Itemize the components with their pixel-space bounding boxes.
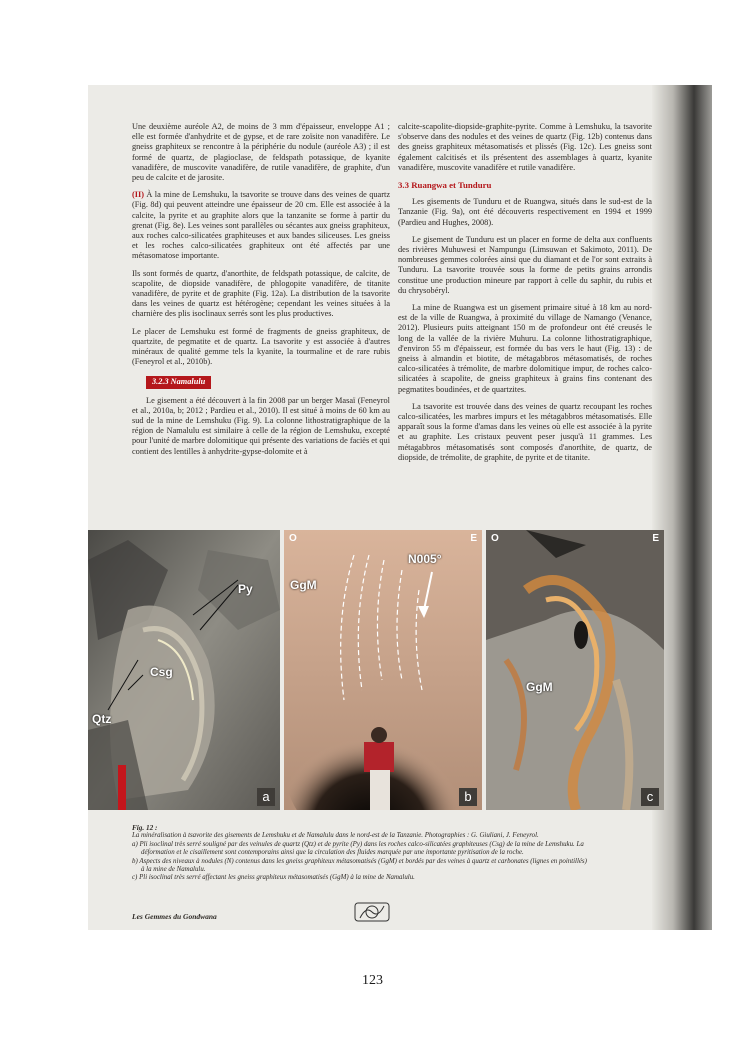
caption-line: a) Pli isoclinal très serré souligné par des veinules de quartz (Qtz) et de pyrite (Py) dans les roches calco-silicatées graphiteuses (Csg) de la mine de Lemshuku. La — [132, 840, 584, 848]
photo-a — [88, 530, 280, 810]
figure-caption — [132, 824, 660, 883]
rock-photo-a-image — [88, 530, 280, 810]
paragraph: Le placer de Lemshuku est formé de fragments de gneiss graphiteux, de quartzite, de pegmatite et de quartz. La tsavorite y est associée à d'autres minéraux de qualité gemme tels la kyanite, la tourmaline et de rare rubis (Feneyrol et al., 2010b). — [132, 326, 390, 367]
photo-b — [284, 530, 482, 810]
paragraph — [132, 190, 390, 261]
label-ggm: GgM — [526, 680, 553, 694]
label-csg: Csg — [150, 665, 173, 679]
section-heading-namalulu: 3.2.3 Namalulu — [146, 376, 211, 388]
caption-line: La minéralisation à tsavorite des gisements de Lemshuku et de Namalulu dans le nord-est de la Tanzanie. Photographies : G. Giuliani, J. Feneyrol. — [132, 832, 539, 840]
paragraph: Les gisements de Tunduru et de Ruangwa, situés dans le sud-est de la Tanzanie (Fig. 9a), ont été découverts respectivement en 1994 et 1999 (Pardieu and Hughes, 2008). — [398, 197, 652, 227]
direction-east: E — [652, 533, 659, 544]
section-heading-ruangwa: 3.3 Ruangwa et Tunduru — [398, 180, 492, 191]
direction-west: O — [289, 533, 297, 544]
paragraph: Ils sont formés de quartz, d'anorthite, de feldspath potassique, de calcite, de scapolite, de diopside vanadifère, de phlogopite vanadifère, de titanite vanadifère, de pyrite et de graphite (Fig. 12a). La distribution de la tsavorite dans les veines de quartz est hétérogène; cependant les veines situées à la charnière des plis isoclinaux serrés sont les plus productives. — [132, 268, 390, 319]
paragraph: Une deuxième auréole A2, de moins de 3 mm d'épaisseur, enveloppe A1 ; elle est formée d'anhydrite et de gypse, et de rare zoïsite non vanadifère. Le gneiss graphiteux se rencontre à la périphérie du nodule (auréole A3) ; il est formé de quartz, de plagioclase, de feldspath potassique, de kyanite vanadifère, de muscovite vanadifère, de rutile vanadifère, de graphite, d'un peu de calcite et de jarosite. — [132, 122, 390, 183]
journal-logo-icon — [354, 900, 390, 924]
right-text-column — [398, 122, 652, 470]
label-py: Py — [238, 582, 253, 596]
caption-line: déformation et le cisaillement sont contemporains ainsi que la circulation des fluides marquée par une importante pyritisation de la roche. — [141, 849, 524, 857]
label-orientation: N005° — [408, 552, 442, 566]
label-qtz: Qtz — [92, 712, 112, 726]
photo-letter: c — [641, 788, 659, 806]
label-ggm: GgM — [290, 578, 317, 592]
photo-letter: b — [459, 788, 477, 806]
paragraph: La mine de Ruangwa est un gisement primaire situé à 18 km au nord-est de la ville de Ruangwa, à proximité du village de Namango (Venance, 2012). Plusieurs puits atteignant 150 m de profondeur ont été creusés le long de la vallée de la rivière Muhuru. La colonne lithostratigraphique, d'environ 55 m d'épaisseur, est formée du bas vers le haut (Fig. 13) : de gneiss à almandin et biotite, de métagabbros métasomatisés, de roches calco-silicatées à trémolite, de marbre dolomitique impur, de roches calco-silicatées à scapolite, de gneiss graphiteux à grains fins contenant des pegmatites boudinées, et de quartzites. — [398, 303, 652, 394]
caption-line: c) Pli isoclinal très serré affectant les gneiss graphiteux métasomatisés (GgM) à la mine de Namalulu. — [132, 874, 415, 882]
direction-east: E — [470, 533, 477, 544]
direction-west: O — [491, 533, 499, 544]
caption-line: à la mine de Namalulu. — [141, 866, 206, 874]
page-number: 123 — [362, 973, 383, 988]
photo-letter: a — [257, 788, 275, 806]
paragraph: Le gisement de Tunduru est un placer en forme de delta aux confluents des rivières Muhuwesi et Nampungu (Limsuwan et Sakimoto, 2011). De nombreuses gemmes colorées ainsi que du diamant et de l'or sont extraits à Tunduru. La tsavorite trouvée sous la forme de petits grains arrondis constitue une production mineure par rapport à celle du saphir, du rubis et du chrysobéryl. — [398, 234, 652, 295]
left-text-column — [132, 122, 390, 464]
fold-photo-c-image — [486, 530, 664, 810]
paragraph: La tsavorite est trouvée dans des veines de quartz recoupant les roches calco-silicatées, les marbres impurs et les métagabbros métasomatisés. Elle apparaît sous la forme d'amas dans les veines où elle est associée à la pyrite et au graphite. Les cristaux peuvent peser jusqu'à 11 grammes. Les métagabbros métasomatisés sont composés d'anorthite, de quartz, de diopside, de trémolite, de graphite, de pyrite et de titanite. — [398, 401, 652, 462]
section-marker: (II) — [132, 190, 144, 200]
caption-line: b) Aspects des niveaux à nodules (N) contenus dans les gneiss graphiteux métasomatisés (GgM) et bordés par des veines à quartz et carbonates (lignes en pointillés) — [132, 857, 587, 865]
photo-c — [486, 530, 664, 810]
paragraph: calcite-scapolite-diopside-graphite-pyrite. Comme à Lemshuku, la tsavorite s'observe dans des nodules et des veines de quartz (Fig. 12b) contenus dans des gneiss graphiteux métasomatisés et plissés (Fig. 12c). Les gneiss sont également calcitisés et ils présentent des assemblages à quartz, kyanite vanadifère, muscovite vanadifère et rutile vanadifère. — [398, 122, 652, 172]
journal-title: Les Gemmes du Gondwana — [132, 912, 217, 921]
paragraph-text: À la mine de Lemshuku, la tsavorite se trouve dans des veines de quartz (Fig. 8d) qui peuvent atteindre une épaisseur de 20 cm. Elle est associée à la calcite, la pyrite et au graphite alors que la tanzanite se forme à partir du grenat (Fig. 8e). Les veines sont parallèles ou sécantes aux gneiss graphiteux, aux roches calco-silicatées graphiteuses et aux bandes siliceuses. Les gneiss et les roches calco-silicatées graphiteux ont été affectés par une métasomatose importante. — [132, 190, 390, 261]
mine-photo-b-image — [284, 530, 482, 810]
paragraph: Le gisement a été découvert à la fin 2008 par un berger Masaï (Feneyrol et al., 2010a, b; 2012 ; Pardieu et al., 2010). Il est situé à moins de 60 km au sud de la mine de Lemshuku (Fig. 9). La colonne lithostratigraphique de la région de Namalulu est similaire à celle de la région de Lemshuku, excepté pour l'unité de marbre dolomitique qui présente des variations de faciès et qui contient des lentilles à anhydrite-gypse-dolomite et à — [132, 395, 390, 456]
caption-title: Fig. 12 : — [132, 824, 158, 832]
